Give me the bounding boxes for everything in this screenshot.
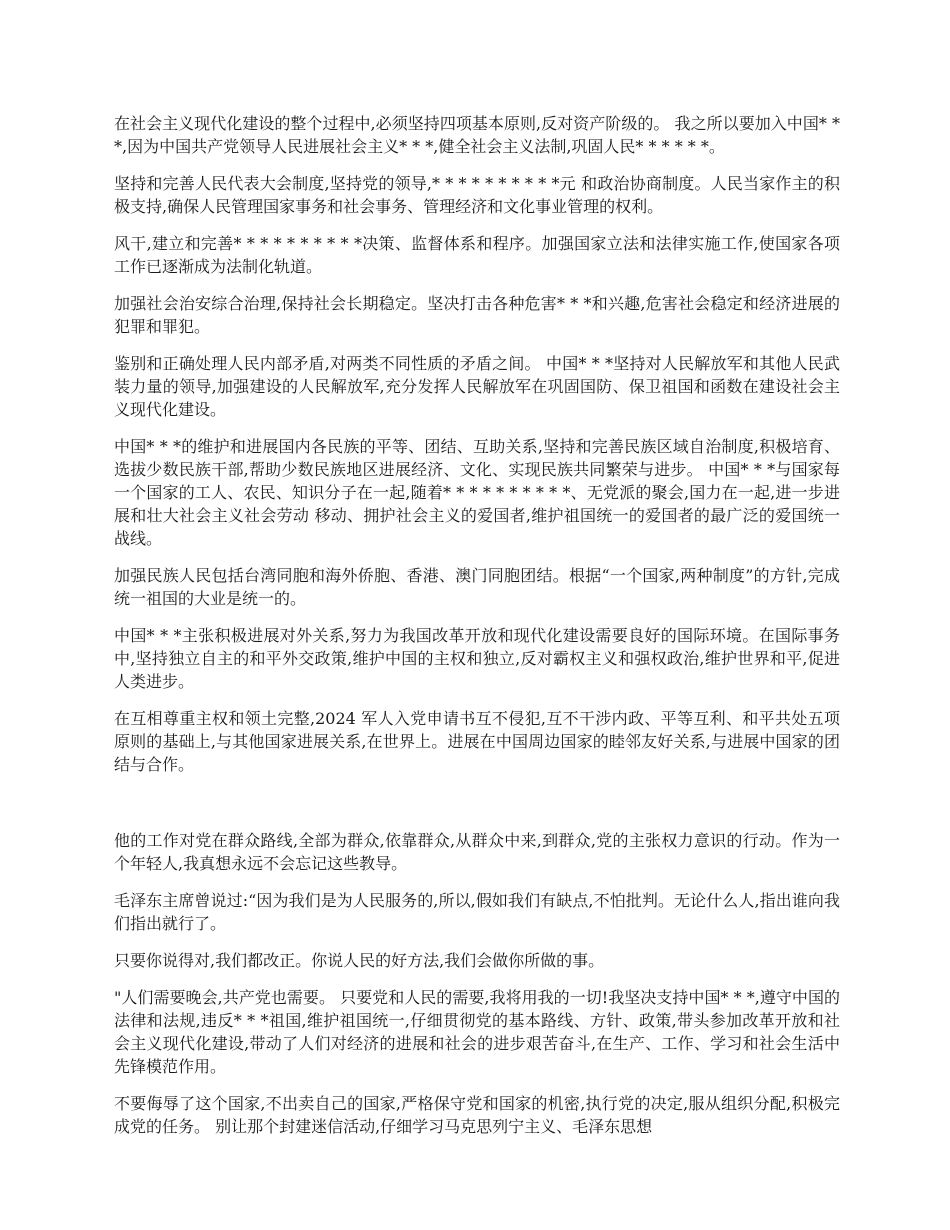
document-section-2 [114, 829, 840, 1138]
paragraph: 只要你说得对,我们都改正。你说人民的好方法,我们会做你所做的事。 [114, 951, 605, 970]
paragraph: 中国* * *的维护和进展国内各民族的平等、团结、互助关系,坚持和完善民族区域自治制度,积极培育、选拔少数民族干部,帮助少数民族地区进展经济、文化、实现民族共同繁荣与进步。 中国* * *与国家每一个国家的工人、农民、知识分子在一起,随着* * * * * * * * * *、无党派的聚会,国力在一起,进一步进展和壮大社会主义社会劳动 移动、拥护社会主义的爱国者,维护祖国统一的爱国者的最广泛的爱国统一战线。 [114, 437, 840, 548]
document-section-1 [114, 112, 840, 776]
paragraph: "人们需要晚会,共产党也需要。 只要党和人民的需要,我将用我的一切!我坚决支持中国* * *,遵守中国的法律和法规,违反* * *祖国,维护祖国统一,仔细贯彻党的基本路线、方针、政策,带头参加改革开放和社会主义现代化建设,带动了人们对经济的进展和社会的进步艰苦奋斗,在生产、工作、学习和社会生活中先锋模范作用。 [114, 988, 840, 1076]
section-gap [114, 790, 840, 829]
paragraph: 不要侮辱了这个国家,不出卖自己的国家,严格保守党和国家的机密,执行党的决定,服从组织分配,积极完成党的任务。 别让那个封建迷信活动,仔细学习马克思列宁主义、毛泽东思想 [114, 1094, 840, 1136]
paragraph: 在互相尊重主权和领土完整,2024 军人入党申请书互不侵犯,互不干涉内政、平等互利、和平共处五项原则的基础上,与其他国家进展关系,在世界上。进展在中国周边国家的睦邻友好关系,与进展中国家的团结与合作。 [114, 709, 840, 774]
paragraph: 毛泽东主席曾说过:“因为我们是为人民服务的,所以,假如我们有缺点,不怕批判。无论什么人,指出谁向我们指出就行了。 [114, 891, 840, 933]
paragraph: 他的工作对党在群众路线,全部为群众,依靠群众,从群众中来,到群众,党的主张权力意识的行动。作为一个年轻人,我真想永远不会忘记这些教导。 [114, 831, 840, 873]
document-page [114, 112, 840, 1152]
paragraph: 风干,建立和完善* * * * * * * * * *决策、监督体系和程序。加强国家立法和法律实施工作,使国家各项工作已逐渐成为法制化轨道。 [114, 234, 840, 276]
paragraph: 在社会主义现代化建设的整个过程中,必须坚持四项基本原则,反对资产阶级的。 我之所以要加入中国* * *,因为中国共产党领导人民进展社会主义* * *,健全社会主义法制,巩固人民* * * * * *。 [114, 114, 840, 156]
paragraph: 中国* * *主张积极进展对外关系,努力为我国改革开放和现代化建设需要良好的国际环境。在国际事务中,坚持独立自主的和平外交政策,维护中国的主权和独立,反对霸权主义和强权政治,维护世界和平,促进人类进步。 [114, 626, 840, 691]
paragraph: 鉴别和正确处理人民内部矛盾,对两类不同性质的矛盾之间。 中国* * *坚持对人民解放军和其他人民武装力量的领导,加强建设的人民解放军,充分发挥人民解放军在巩固国防、保卫祖国和函数在建设社会主义现代化建设。 [114, 354, 840, 419]
paragraph: 坚持和完善人民代表大会制度,坚持党的领导,* * * * * * * * * *元 和政治协商制度。人民当家作主的积极支持,确保人民管理国家事务和社会事务、管理经济和文化事业管理的权利。 [114, 174, 840, 216]
paragraph: 加强民族人民包括台湾同胞和海外侨胞、香港、澳门同胞团结。根据“一个国家,两种制度”的方针,完成统一祖国的大业是统一的。 [114, 566, 840, 608]
paragraph: 加强社会治安综合治理,保持社会长期稳定。坚决打击各种危害* * *和兴趣,危害社会稳定和经济进展的犯罪和罪犯。 [114, 294, 840, 336]
